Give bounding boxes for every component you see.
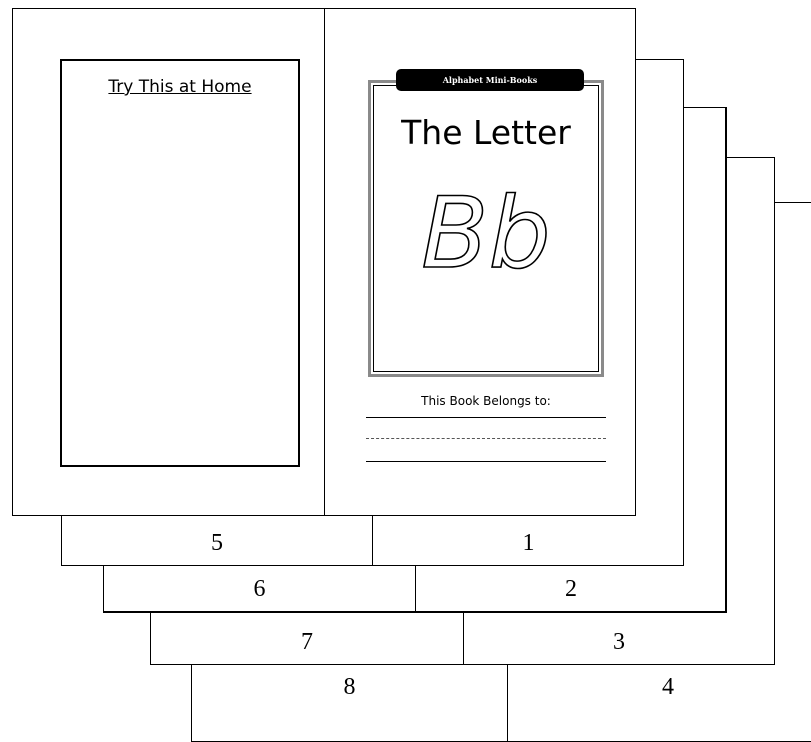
page-number-left: 7 <box>301 629 313 655</box>
page-number-left: 5 <box>211 530 223 556</box>
cover-heading: The Letter <box>401 113 571 152</box>
page-number-right: 2 <box>565 576 577 602</box>
try-this-at-home-box <box>60 59 300 467</box>
page-number-right: 3 <box>613 629 625 655</box>
name-line-middle <box>366 438 606 439</box>
try-this-at-home-title: Try This at Home <box>108 77 252 97</box>
series-label: Alphabet Mini-Books <box>396 69 584 91</box>
page-number-right: 1 <box>522 530 535 556</box>
cover-letter: Bb <box>421 177 551 291</box>
page-number-left: 8 <box>343 674 356 700</box>
front-spread <box>12 8 636 516</box>
page-number-right: 4 <box>662 674 674 700</box>
fold-line <box>324 9 325 515</box>
name-line-bottom <box>366 461 606 462</box>
belongs-to-label: This Book Belongs to: <box>421 394 551 408</box>
page-number-left: 6 <box>253 576 266 602</box>
name-line-top <box>366 417 606 418</box>
